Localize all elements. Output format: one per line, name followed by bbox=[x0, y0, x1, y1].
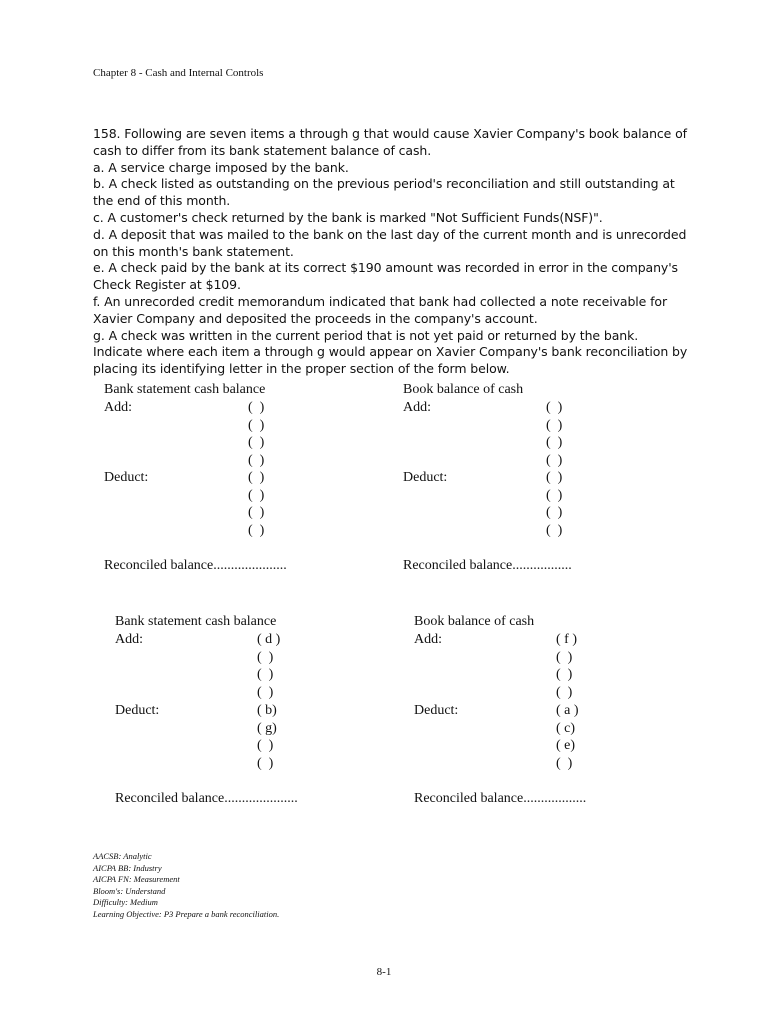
answer-slot: ( ) bbox=[257, 756, 274, 771]
deduct-row bbox=[104, 523, 404, 541]
deduct-row bbox=[403, 470, 703, 488]
item-g: g. A check was written in the current period that is not yet paid or returned by the bank. bbox=[93, 327, 639, 343]
add-row bbox=[115, 650, 415, 668]
add-row bbox=[414, 667, 714, 685]
deduct-row bbox=[115, 703, 415, 721]
add-row bbox=[104, 418, 404, 436]
add-row bbox=[403, 435, 703, 453]
deduct-row bbox=[104, 505, 404, 523]
reconciled-balance-label: Reconciled balance................. bbox=[403, 558, 572, 573]
deduct-row bbox=[403, 505, 703, 523]
answer-slot[interactable]: ( ) bbox=[546, 435, 563, 450]
answer-slot[interactable]: ( ) bbox=[248, 505, 265, 520]
add-label: Add: bbox=[104, 400, 132, 415]
add-row bbox=[104, 435, 404, 453]
form-title: Bank statement cash balance bbox=[104, 382, 266, 397]
answer-slot: ( d ) bbox=[257, 632, 281, 647]
answer-slot: ( ) bbox=[556, 756, 573, 771]
answer-slot: ( ) bbox=[257, 685, 274, 700]
answer-slot: ( ) bbox=[257, 650, 274, 665]
answer-slot: ( e) bbox=[556, 738, 576, 753]
answer-slot[interactable]: ( ) bbox=[546, 488, 563, 503]
item-c: c. A customer's check returned by the bank is marked "Not Sufficient Funds(NSF)". bbox=[93, 209, 603, 225]
answer-slot[interactable]: ( ) bbox=[248, 400, 265, 415]
add-row bbox=[104, 453, 404, 471]
answer-slot: ( ) bbox=[257, 667, 274, 682]
answer-slot[interactable]: ( ) bbox=[248, 453, 265, 468]
deduct-row bbox=[414, 703, 714, 721]
question-stem: 158. Following are seven items a through g that would cause Xavier Company's book balance of cash to differ from its bank statement balance of cash. bbox=[93, 126, 687, 158]
deduct-row bbox=[115, 738, 415, 756]
add-row bbox=[115, 667, 415, 685]
add-row bbox=[414, 685, 714, 703]
answer-slot[interactable]: ( ) bbox=[546, 453, 563, 468]
answer-slot: ( ) bbox=[257, 738, 274, 753]
deduct-label: Deduct: bbox=[414, 703, 459, 718]
answer-slot[interactable]: ( ) bbox=[248, 488, 265, 503]
aacsb-note: AACSB: Analytic bbox=[93, 851, 152, 861]
question-instruction: Indicate where each item a through g would appear on Xavier Company's bank reconciliation by placing its identifying letter in the proper section of the form below. bbox=[93, 344, 688, 377]
item-b: b. A check listed as outstanding on the previous period's reconciliation and still outstanding at the end of this month. bbox=[93, 176, 675, 209]
item-e: e. A check paid by the bank at its correct $190 amount was recorded in error in the company's Check Register at $109. bbox=[93, 260, 678, 293]
add-row bbox=[414, 632, 714, 650]
form-title: Bank statement cash balance bbox=[115, 614, 277, 629]
deduct-row bbox=[104, 470, 404, 488]
difficulty-note: Difficulty: Medium bbox=[93, 897, 158, 908]
answer-slot: ( a ) bbox=[556, 703, 579, 718]
add-row bbox=[403, 400, 703, 418]
reconciled-balance-label: Reconciled balance..................... bbox=[104, 558, 287, 573]
add-label: Add: bbox=[414, 632, 442, 647]
deduct-label: Deduct: bbox=[104, 470, 149, 485]
item-d: d. A deposit that was mailed to the bank on the last day of the current month and is unrecorded on this month's bank statement. bbox=[93, 226, 687, 259]
deduct-label: Deduct: bbox=[403, 470, 448, 485]
answer-slot: ( ) bbox=[556, 667, 573, 682]
page-number: 8-1 bbox=[376, 966, 392, 978]
reconciled-balance-label: Reconciled balance..................... bbox=[115, 791, 298, 806]
form-title: Book balance of cash bbox=[403, 382, 524, 397]
add-label: Add: bbox=[115, 632, 143, 647]
answer-slot: ( g) bbox=[257, 721, 277, 736]
answer-slot[interactable]: ( ) bbox=[546, 505, 563, 520]
chapter-header: Chapter 8 - Cash and Internal Controls bbox=[93, 67, 264, 79]
add-row bbox=[414, 650, 714, 668]
question-metadata bbox=[93, 851, 279, 921]
answer-slot: ( f ) bbox=[556, 632, 577, 647]
deduct-row bbox=[104, 488, 404, 506]
deduct-row bbox=[115, 756, 415, 774]
deduct-row bbox=[403, 488, 703, 506]
deduct-row bbox=[115, 721, 415, 739]
answer-slot[interactable]: ( ) bbox=[248, 418, 265, 433]
answer-slot: ( b) bbox=[257, 703, 277, 718]
item-a: a. A service charge imposed by the bank. bbox=[93, 159, 349, 175]
add-row bbox=[115, 632, 415, 650]
add-row bbox=[104, 400, 404, 418]
answer-slot[interactable]: ( ) bbox=[546, 470, 563, 485]
aicpa-fn-note: AICPA FN: Measurement bbox=[93, 874, 180, 885]
add-label: Add: bbox=[403, 400, 431, 415]
reconciled-balance-label: Reconciled balance.................. bbox=[414, 791, 587, 806]
add-row bbox=[403, 453, 703, 471]
answer-slot: ( ) bbox=[556, 650, 573, 665]
answer-slot[interactable]: ( ) bbox=[248, 435, 265, 450]
answer-slot: ( ) bbox=[556, 685, 573, 700]
answer-slot[interactable]: ( ) bbox=[248, 470, 265, 485]
add-row bbox=[115, 685, 415, 703]
answer-slot[interactable]: ( ) bbox=[546, 418, 563, 433]
add-row bbox=[403, 418, 703, 436]
answer-slot[interactable]: ( ) bbox=[248, 523, 265, 538]
item-f: f. An unrecorded credit memorandum indicated that bank had collected a note receivable for Xavier Company and deposited the proceeds in the company's account. bbox=[93, 293, 668, 326]
deduct-row bbox=[414, 738, 714, 756]
learning-objective-note: Learning Objective: P3 Prepare a bank reconciliation. bbox=[93, 908, 280, 919]
deduct-label: Deduct: bbox=[115, 703, 160, 718]
deduct-row bbox=[414, 721, 714, 739]
answer-slot[interactable]: ( ) bbox=[546, 400, 563, 415]
answer-slot[interactable]: ( ) bbox=[546, 523, 563, 538]
blooms-note: Bloom's: Understand bbox=[93, 885, 166, 896]
deduct-row bbox=[414, 756, 714, 774]
deduct-row bbox=[403, 523, 703, 541]
aicpa-bb-note: AICPA BB: Industry bbox=[93, 862, 162, 873]
question-text bbox=[93, 126, 693, 378]
answer-slot: ( c) bbox=[556, 721, 576, 736]
form-title: Book balance of cash bbox=[414, 614, 535, 629]
